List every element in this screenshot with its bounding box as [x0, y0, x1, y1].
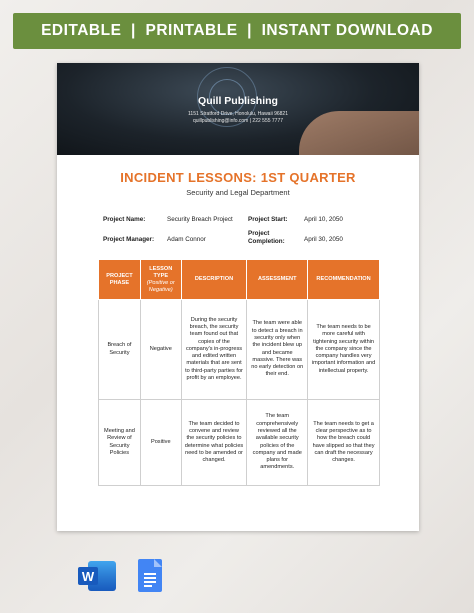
contact-line: quillpublishing@info.com | 222 555 7777 — [192, 118, 284, 124]
cell-type: Negative — [140, 300, 181, 400]
cell-phase: Breach of Security — [99, 300, 141, 400]
cell-type: Positive — [140, 400, 181, 486]
header-lesson-type: LESSON TYPE (Positive or Negative) — [140, 260, 181, 300]
project-start-value: April 10, 2050 — [304, 216, 343, 223]
project-manager-label: Project Manager: — [103, 236, 155, 243]
company-name: Quill Publishing — [198, 95, 278, 107]
document-subtitle: Security and Legal Department — [186, 188, 290, 197]
project-start-label: Project Start: — [248, 216, 288, 223]
cell-recommendation: The team needs to get a clear perspective as to how the breach could have slipped so that they can draft the necessary changes. — [308, 400, 380, 486]
banner-text: EDITABLE | PRINTABLE | INSTANT DOWNLOAD — [41, 22, 433, 39]
document-title: INCIDENT LESSONS: 1ST QUARTER — [120, 170, 356, 185]
project-name-label: Project Name: — [103, 216, 146, 223]
table-row — [99, 300, 380, 400]
project-completion-value: April 30, 2050 — [304, 236, 343, 243]
cell-description: The team decided to convene and review the security policies to determine what policies need to be amended or changed. — [181, 400, 247, 486]
table-header-row — [99, 260, 380, 300]
lessons-table — [98, 259, 380, 486]
google-docs-icon[interactable] — [138, 559, 162, 592]
docs-icon-line — [144, 573, 156, 575]
cell-assessment: The team were able to detect a breach in security only when the incident blew up and became massive. There was no early detection on their end. — [247, 300, 308, 400]
address-line: 1151 Stratford Drive, Honolulu, Hawaii 96821 — [188, 111, 288, 117]
header-project-phase: PROJECT PHASE — [99, 260, 141, 300]
cell-description: During the security breach, the security team found out that copies of the company's in-progress and edited written materials that are sent to third-party parties for profit by an employee. — [181, 300, 247, 400]
docs-icon-line — [144, 581, 156, 583]
project-name-value: Security Breach Project — [167, 216, 233, 223]
header-recommendation: RECOMMENDATION — [308, 260, 380, 300]
header-description: DESCRIPTION — [181, 260, 247, 300]
docs-icon-line — [144, 585, 152, 587]
top-banner — [13, 13, 461, 49]
project-manager-value: Adam Connor — [167, 236, 206, 243]
project-completion-label: Project Completion: — [248, 230, 285, 245]
company-address — [57, 111, 419, 125]
cell-phase: Meeting and Review of Security Policies — [99, 400, 141, 486]
format-icons — [78, 559, 162, 593]
table-row — [99, 400, 380, 486]
cell-recommendation: The team needs to be more careful with tightening security within the company since the company handles very important information and intellectual property. — [308, 300, 380, 400]
cell-assessment: The team comprehensively reviewed all the available security policies of the company and made plans for amendments. — [247, 400, 308, 486]
docs-icon-fold — [154, 559, 162, 567]
word-icon-letter: W — [78, 567, 98, 585]
header-assessment: ASSESSMENT — [247, 260, 308, 300]
document-preview — [57, 63, 419, 531]
word-icon[interactable] — [78, 559, 118, 593]
header-image — [57, 63, 419, 155]
docs-icon-line — [144, 577, 156, 579]
